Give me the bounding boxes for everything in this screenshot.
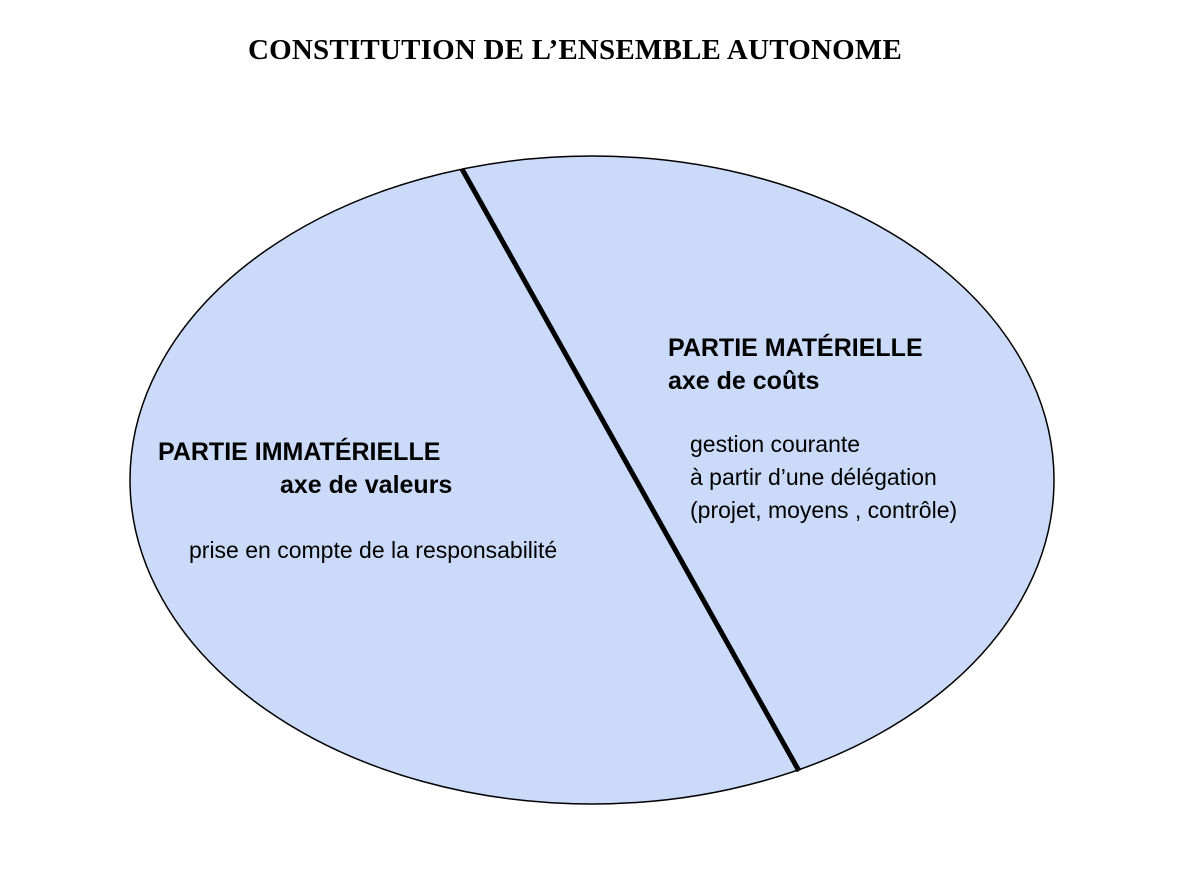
immaterial-part-axis: axe de valeurs: [280, 471, 453, 499]
material-part-description-line: gestion courante: [690, 431, 861, 457]
material-part-description-line: (projet, moyens , contrôle): [690, 497, 958, 523]
material-part-description-line: à partir d’une délégation: [690, 464, 937, 490]
material-part-heading: PARTIE MATÉRIELLE: [668, 334, 923, 362]
immaterial-part-description: prise en compte de la responsabilité: [189, 537, 558, 563]
immaterial-part-heading: PARTIE IMMATÉRIELLE: [158, 438, 441, 466]
material-part-axis: axe de coûts: [668, 367, 820, 395]
page-title: CONSTITUTION DE L’ENSEMBLE AUTONOME: [247, 34, 903, 66]
